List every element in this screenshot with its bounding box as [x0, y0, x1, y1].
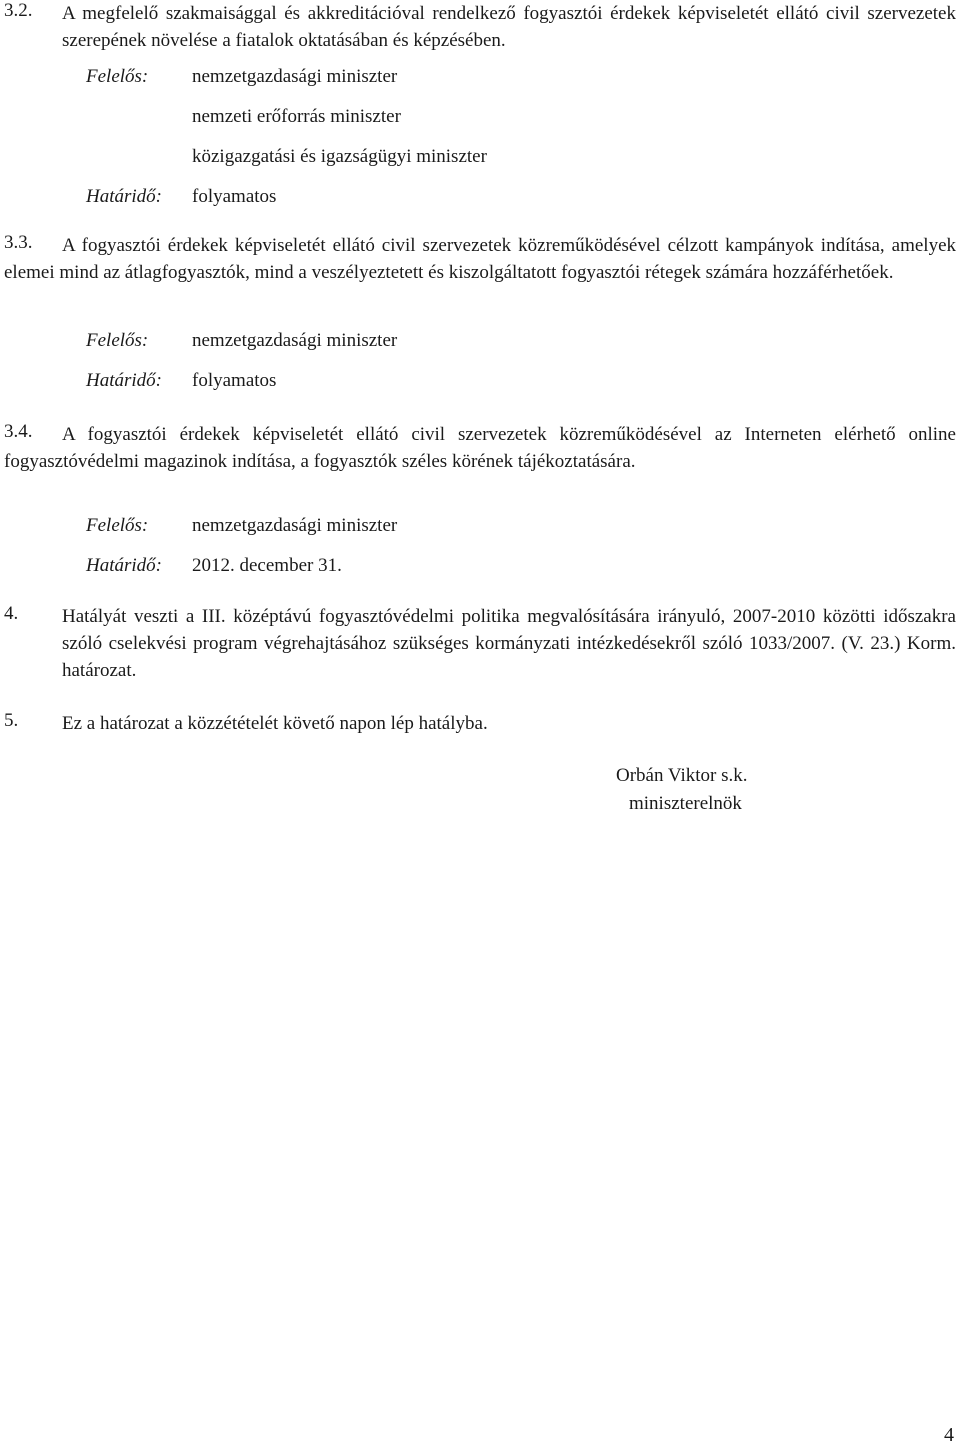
- section-text: A fogyasztói érdekek képviseletét ellátó civil szervezetek közreműködésével az Interneten elérhető online fogyasztóvédelmi magazinok indítása, a fogyasztók széles körének tájékoztatására.: [4, 424, 956, 472]
- deadline-value: 2012. december 31.: [192, 555, 342, 576]
- responsible-value: nemzetgazdasági miniszter: [192, 330, 398, 351]
- section-text: Ez a határozat a közzétételét követő napon lép hatályba.: [62, 713, 488, 734]
- deadline-label: Határidő:: [86, 555, 162, 576]
- responsible-label: Felelős:: [86, 515, 149, 536]
- section-4: [4, 603, 956, 684]
- section-5: [4, 710, 956, 737]
- responsible-value: közigazgatási és igazságügyi miniszter: [192, 146, 487, 167]
- section-3-4: [4, 421, 956, 475]
- deadline-label: Határidő:: [86, 186, 162, 207]
- section-number: 3.4.: [4, 421, 33, 442]
- section-number: 3.2.: [4, 0, 33, 21]
- responsible-value: nemzeti erőforrás miniszter: [192, 106, 401, 127]
- deadline-value: folyamatos: [192, 370, 277, 391]
- page-number: 4: [944, 1424, 954, 1446]
- section-text: A fogyasztói érdekek képviseletét ellátó civil szervezetek közreműködésével célzott kampányok indítása, amelyek elemei mind az átlagfogyasztók, mind a veszélyeztetett és kiszolgáltatott fogyasztói rétegek számára hozzáférhetőek.: [4, 235, 956, 283]
- section-text: A megfelelő szakmaisággal és akkreditációval rendelkező fogyasztói érdekek képviseletét ellátó civil szervezetek szerepének növelése a fiatalok oktatásában és képzésében.: [62, 3, 956, 51]
- section-text: Hatályát veszti a III. középtávú fogyasztóvédelmi politika megvalósítására irányuló, 2007-2010 közötti időszakra szóló cselekvési program végrehajtásához szükséges kormányzati intézkedésekről szóló 1033/2007. (V. 23.) Korm. határozat.: [62, 606, 956, 681]
- section-number: 4.: [4, 603, 19, 624]
- signature-name: Orbán Viktor s.k.: [616, 765, 748, 786]
- deadline-value: folyamatos: [192, 186, 277, 207]
- deadline-label: Határidő:: [86, 370, 162, 391]
- responsible-value: nemzetgazdasági miniszter: [192, 515, 398, 536]
- signature-title: miniszterelnök: [629, 793, 742, 814]
- section-3-3: [4, 232, 956, 286]
- responsible-value: nemzetgazdasági miniszter: [192, 66, 398, 87]
- responsible-label: Felelős:: [86, 330, 149, 351]
- section-number: 3.3.: [4, 232, 33, 253]
- section-number: 5.: [4, 710, 19, 731]
- responsible-label: Felelős:: [86, 66, 149, 87]
- section-3-2: [4, 0, 956, 54]
